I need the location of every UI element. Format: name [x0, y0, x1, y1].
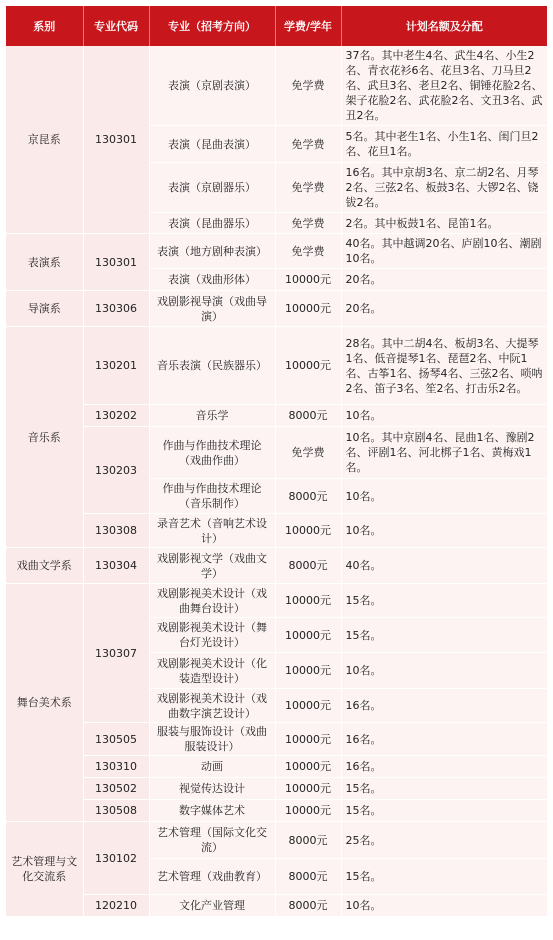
table-row: [6, 327, 547, 405]
department-cell: 导演系: [6, 291, 83, 327]
tuition-cell: 10000元: [275, 800, 341, 822]
major-cell: 戏剧影视美术设计（戏曲数字演艺设计）: [149, 689, 275, 723]
table-row: [6, 405, 547, 427]
header-major: 专业（招考方向）: [149, 6, 275, 46]
plan-cell: 2名。其中板鼓1名、昆笛1名。: [341, 213, 547, 234]
major-cell: 艺术管理（国际文化交流）: [149, 822, 275, 859]
tuition-cell: 10000元: [275, 618, 341, 653]
table-row: [6, 548, 547, 584]
tuition-cell: 免学费: [275, 126, 341, 163]
table-row: [6, 291, 547, 327]
tuition-cell: 免学费: [275, 234, 341, 269]
major-code-cell: 120210: [83, 895, 149, 917]
tuition-cell: 10000元: [275, 327, 341, 405]
major-cell: 表演（戏曲形体）: [149, 269, 275, 291]
enrollment-plan-table: [6, 6, 548, 917]
major-cell: 戏剧影视美术设计（戏曲舞台设计）: [149, 584, 275, 618]
major-code-cell: 130310: [83, 756, 149, 778]
plan-cell: 16名。: [341, 689, 547, 723]
major-code-cell: 130102: [83, 822, 149, 895]
header-plan: 计划名额及分配: [341, 6, 547, 46]
plan-cell: 20名。: [341, 269, 547, 291]
tuition-cell: 10000元: [275, 689, 341, 723]
major-code-cell: 130301: [83, 46, 149, 234]
tuition-cell: 8000元: [275, 405, 341, 427]
table-header: [6, 6, 547, 46]
table-row: [6, 822, 547, 859]
major-code-cell: 130307: [83, 584, 149, 723]
plan-cell: 15名。: [341, 859, 547, 895]
plan-cell: 28名。其中二胡4名、板胡3名、大提琴1名、低音提琴1名、琵琶2名、中阮1名、古筝1名、扬琴4名、三弦2名、唢呐2名、笛子3名、笙2名、打击乐2名。: [341, 327, 547, 405]
major-cell: 戏剧影视美术设计（化装造型设计）: [149, 653, 275, 689]
tuition-cell: 8000元: [275, 822, 341, 859]
table-row: [6, 584, 547, 618]
plan-cell: 20名。: [341, 291, 547, 327]
major-cell: 作曲与作曲技术理论（音乐制作）: [149, 479, 275, 514]
plan-cell: 15名。: [341, 800, 547, 822]
department-cell: 舞台美术系: [6, 584, 83, 822]
major-cell: 戏剧影视导演（戏曲导演）: [149, 291, 275, 327]
department-cell: 音乐系: [6, 327, 83, 548]
major-cell: 艺术管理（戏曲教育）: [149, 859, 275, 895]
plan-cell: 40名。: [341, 548, 547, 584]
major-code-cell: 130306: [83, 291, 149, 327]
major-cell: 表演（昆曲表演）: [149, 126, 275, 163]
header-department: 系别: [6, 6, 83, 46]
plan-cell: 10名。: [341, 895, 547, 917]
major-code-cell: 130502: [83, 778, 149, 800]
plan-cell: 15名。: [341, 584, 547, 618]
plan-cell: 15名。: [341, 618, 547, 653]
major-code-cell: 130201: [83, 327, 149, 405]
tuition-cell: 10000元: [275, 723, 341, 756]
tuition-cell: 免学费: [275, 213, 341, 234]
major-cell: 作曲与作曲技术理论（戏曲作曲）: [149, 427, 275, 479]
tuition-cell: 10000元: [275, 269, 341, 291]
major-cell: 动画: [149, 756, 275, 778]
major-cell: 表演（地方剧种表演）: [149, 234, 275, 269]
plan-cell: 10名。: [341, 653, 547, 689]
major-code-cell: 130308: [83, 514, 149, 548]
tuition-cell: 免学费: [275, 427, 341, 479]
tuition-cell: 10000元: [275, 778, 341, 800]
header-major-code: 专业代码: [83, 6, 149, 46]
table-row: [6, 895, 547, 917]
plan-cell: 15名。: [341, 778, 547, 800]
tuition-cell: 8000元: [275, 479, 341, 514]
tuition-cell: 8000元: [275, 548, 341, 584]
plan-cell: 10名。: [341, 405, 547, 427]
table-row: [6, 723, 547, 756]
tuition-cell: 10000元: [275, 653, 341, 689]
plan-cell: 10名。: [341, 514, 547, 548]
table-row: [6, 427, 547, 479]
table-row: [6, 800, 547, 822]
table-row: [6, 778, 547, 800]
major-cell: 录音艺术（音响艺术设计）: [149, 514, 275, 548]
department-cell: 表演系: [6, 234, 83, 291]
plan-cell: 40名。其中越调20名、庐剧10名、潮剧10名。: [341, 234, 547, 269]
major-cell: 戏剧影视美术设计（舞台灯光设计）: [149, 618, 275, 653]
plan-cell: 5名。其中老生1名、小生1名、闺门旦2名、花旦1名。: [341, 126, 547, 163]
plan-cell: 10名。其中京剧4名、昆曲1名、豫剧2名、评剧1名、河北梆子1名、黄梅戏1名。: [341, 427, 547, 479]
major-code-cell: 130505: [83, 723, 149, 756]
plan-cell: 16名。: [341, 756, 547, 778]
tuition-cell: 免学费: [275, 46, 341, 126]
department-cell: 京昆系: [6, 46, 83, 234]
tuition-cell: 10000元: [275, 291, 341, 327]
major-cell: 音乐表演（民族器乐）: [149, 327, 275, 405]
tuition-cell: 10000元: [275, 584, 341, 618]
tuition-cell: 免学费: [275, 163, 341, 213]
major-cell: 服装与服饰设计（戏曲服装设计）: [149, 723, 275, 756]
major-cell: 文化产业管理: [149, 895, 275, 917]
table-row: [6, 514, 547, 548]
department-cell: 艺术管理与文化交流系: [6, 822, 83, 917]
tuition-cell: 8000元: [275, 895, 341, 917]
plan-cell: 16名。其中京胡3名、京二胡2名、月琴2名、三弦2名、板鼓3名、大锣2名、铙钹2名。: [341, 163, 547, 213]
major-cell: 表演（京剧器乐）: [149, 163, 275, 213]
major-cell: 戏剧影视文学（戏曲文学）: [149, 548, 275, 584]
major-code-cell: 130301: [83, 234, 149, 291]
major-code-cell: 130508: [83, 800, 149, 822]
table-row: [6, 234, 547, 269]
plan-cell: 37名。其中老生4名、武生4名、小生2名、青衣花衫6名、花旦3名、刀马旦2名、武旦3名、老旦2名、铜锤花脸2名、架子花脸2名、武花脸2名、文丑3名、武丑2名。: [341, 46, 547, 126]
tuition-cell: 8000元: [275, 859, 341, 895]
plan-cell: 25名。: [341, 822, 547, 859]
major-cell: 音乐学: [149, 405, 275, 427]
major-cell: 表演（京剧表演）: [149, 46, 275, 126]
major-cell: 数字媒体艺术: [149, 800, 275, 822]
header-tuition: 学费/学年: [275, 6, 341, 46]
plan-cell: 10名。: [341, 479, 547, 514]
tuition-cell: 10000元: [275, 514, 341, 548]
major-code-cell: 130203: [83, 427, 149, 514]
tuition-cell: 10000元: [275, 756, 341, 778]
plan-cell: 16名。: [341, 723, 547, 756]
major-cell: 表演（昆曲器乐）: [149, 213, 275, 234]
major-code-cell: 130304: [83, 548, 149, 584]
department-cell: 戏曲文学系: [6, 548, 83, 584]
table-row: [6, 46, 547, 126]
major-cell: 视觉传达设计: [149, 778, 275, 800]
table-row: [6, 756, 547, 778]
major-code-cell: 130202: [83, 405, 149, 427]
